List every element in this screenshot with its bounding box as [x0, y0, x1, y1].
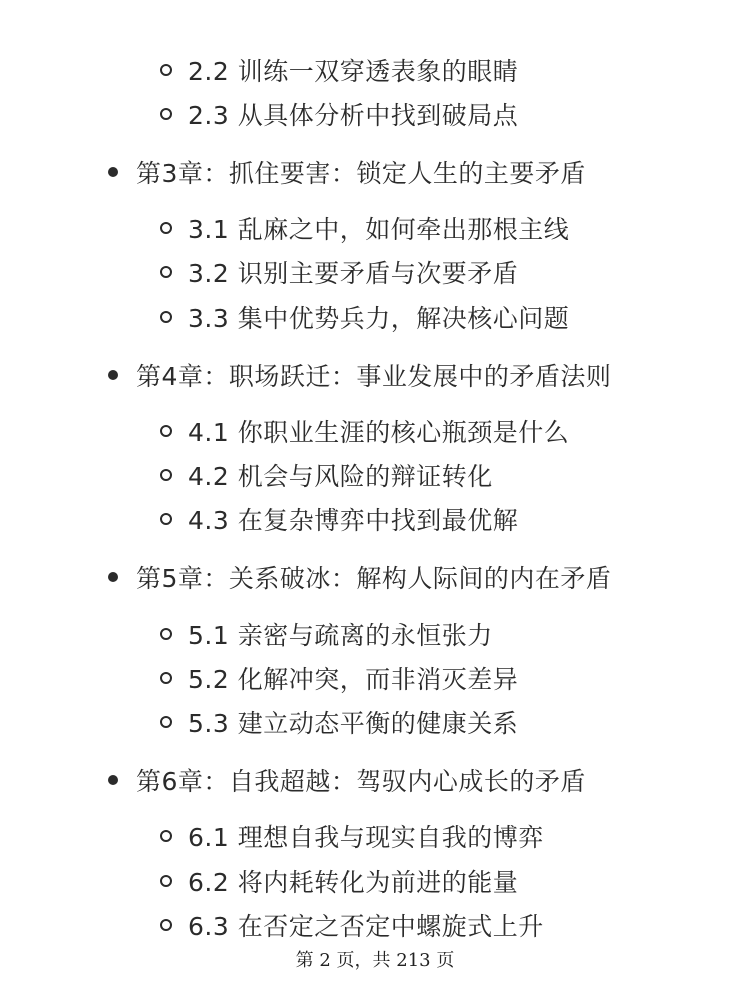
toc-chapter-text: 第5章：关系破冰：解构人际间的内在矛盾: [136, 564, 612, 593]
toc-section-3-3: [160, 297, 569, 337]
disc-bullet-icon: [108, 572, 118, 582]
circle-bullet-icon: [160, 830, 172, 842]
toc-section-text: 5.1 亲密与疏离的永恒张力: [188, 621, 493, 650]
circle-bullet-icon: [160, 628, 172, 640]
disc-bullet-icon: [108, 167, 118, 177]
toc-section-text: 2.3 从具体分析中找到破局点: [188, 101, 519, 130]
toc-section-5-1: [160, 614, 493, 654]
toc-chapter-4: [108, 355, 611, 395]
toc-section-3-1: [160, 208, 569, 248]
toc-section-text: 4.2 机会与风险的辩证转化: [188, 462, 493, 491]
toc-section-4-1: [160, 411, 569, 451]
toc-section-text: 5.2 化解冲突，而非消灭差异: [188, 665, 519, 694]
circle-bullet-icon: [160, 672, 172, 684]
toc-chapter-text: 第3章：抓住要害：锁定人生的主要矛盾: [136, 159, 586, 188]
circle-bullet-icon: [160, 469, 172, 481]
toc-section-text: 3.3 集中优势兵力，解决核心问题: [188, 304, 570, 333]
toc-chapter-3: [108, 152, 586, 192]
toc-section-text: 3.2 识别主要矛盾与次要矛盾: [188, 259, 519, 288]
circle-bullet-icon: [160, 222, 172, 234]
toc-chapter-6: [108, 760, 586, 800]
toc-section-text: 3.1 乱麻之中，如何牵出那根主线: [188, 215, 570, 244]
toc-section-text: 2.2 训练一双穿透表象的眼睛: [188, 57, 519, 86]
toc-section-text: 4.1 你职业生涯的核心瓶颈是什么: [188, 418, 570, 447]
circle-bullet-icon: [160, 425, 172, 437]
toc-section-2-3: [160, 94, 518, 134]
toc-section-6-2: [160, 861, 518, 901]
toc-section-text: 4.3 在复杂博弈中找到最优解: [188, 506, 519, 535]
circle-bullet-icon: [160, 716, 172, 728]
circle-bullet-icon: [160, 64, 172, 76]
circle-bullet-icon: [160, 266, 172, 278]
toc-section-text: 6.1 理想自我与现实自我的博弈: [188, 823, 544, 852]
toc-section-4-3: [160, 499, 518, 539]
toc-section-4-2: [160, 455, 493, 495]
toc-chapter-text: 第4章：职场跃迁：事业发展中的矛盾法则: [136, 362, 612, 391]
toc-section-5-2: [160, 658, 518, 698]
disc-bullet-icon: [108, 775, 118, 785]
toc-section-text: 5.3 建立动态平衡的健康关系: [188, 709, 519, 738]
toc-section-3-2: [160, 252, 518, 292]
circle-bullet-icon: [160, 311, 172, 323]
circle-bullet-icon: [160, 875, 172, 887]
circle-bullet-icon: [160, 513, 172, 525]
toc-section-6-3: [160, 905, 544, 945]
toc-chapter-text: 第6章：自我超越：驾驭内心成长的矛盾: [136, 767, 586, 796]
circle-bullet-icon: [160, 919, 172, 931]
disc-bullet-icon: [108, 370, 118, 380]
toc-chapter-5: [108, 557, 611, 597]
circle-bullet-icon: [160, 108, 172, 120]
toc-section-text: 6.2 将内耗转化为前进的能量: [188, 868, 519, 897]
toc-section-6-1: [160, 816, 544, 856]
toc-section-text: 6.3 在否定之否定中螺旋式上升: [188, 912, 544, 941]
toc-section-5-3: [160, 702, 518, 742]
page-number-footer: 第 2 页，共 213 页: [295, 950, 455, 971]
toc-section-2-2: [160, 50, 518, 90]
